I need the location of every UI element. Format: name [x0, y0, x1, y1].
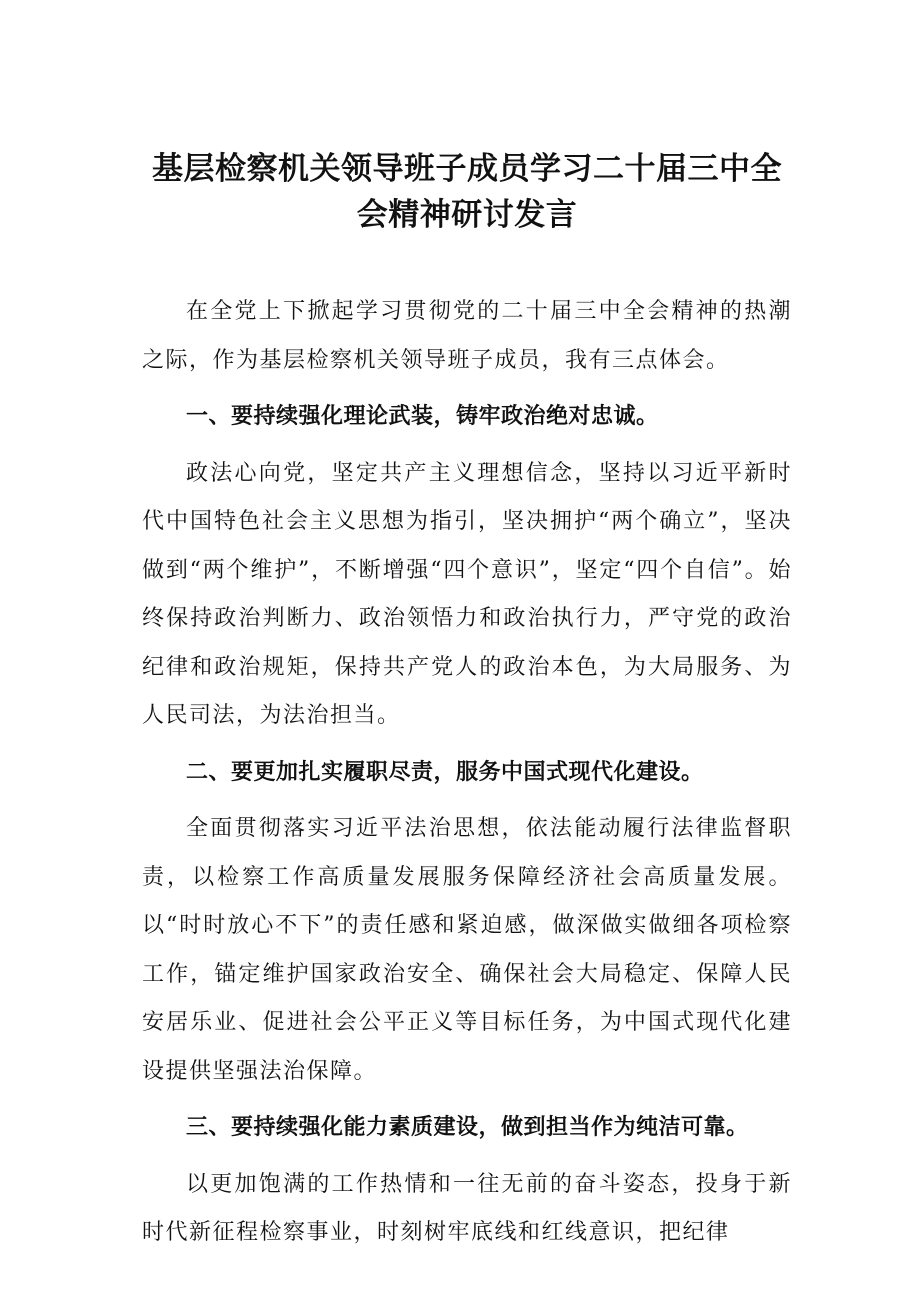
section-heading-1: 一、要持续强化理论武装，铸牢政治绝对忠诚。 [186, 404, 659, 429]
title-line-2: 会精神研讨发言 [356, 197, 578, 233]
document-title [142, 146, 792, 238]
title-line-1: 基层检察机关领导班子成员学习二十届三中全 [152, 151, 782, 187]
section-body-2: 全面贯彻落实习近平法治思想，依法能动履行法律监督职责，以检察工作高质量发展服务保障经济社会高质量发展。以“时时放心不下”的责任感和紧迫感，做深做实做细各项检察工作，锚定维护国家政治安全、确保社会大局稳定、保障人民安居乐业、促进社会公平正义等目标任务，为中国式现代化建设提供坚强法治保障。 [142, 816, 792, 1084]
section-body-1: 政法心向党，坚定共产主义理想信念，坚持以习近平新时代中国特色社会主义思想为指引，坚决拥护“两个确立”，坚决做到“两个维护”，不断增强“四个意识”，坚定“四个自信”。始终保持政治判断力、政治领悟力和政治执行力，严守党的政治纪律和政治规矩，保持共产党人的政治本色，为大局服务、为人民司法，为法治担当。 [142, 460, 792, 728]
intro-paragraph: 在全党上下掀起学习贯彻党的二十届三中全会精神的热潮之际，作为基层检察机关领导班子成员，我有三点体会。 [142, 299, 792, 373]
section-heading-2: 二、要更加扎实履职尽责，服务中国式现代化建设。 [186, 759, 704, 785]
section-heading-3: 三、要持续强化能力素质建设，做到担当作为纯洁可靠。 [186, 1115, 749, 1140]
section-body-3: 以更加饱满的工作热情和一往无前的奋斗姿态，投身于新时代新征程检察事业，时刻树牢底线和红线意识，把纪律 [142, 1171, 792, 1245]
